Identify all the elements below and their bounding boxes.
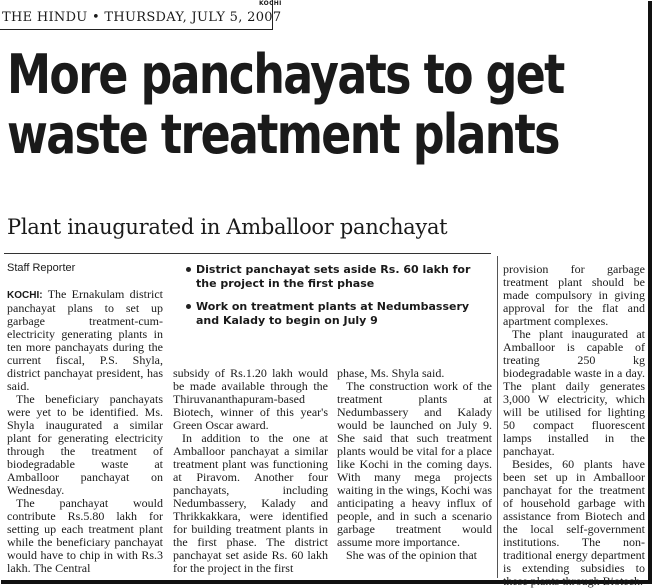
article-column-2 [173, 367, 328, 575]
paragraph: The construction work of the treatment plants at Nedumbassery and Kalady would be launched on July 9. She said that such treatment plants would be vital for a place like Kochi in the coming days. With many mega projects waiting in the wings, Kochi was anticipating a heavy influx of people, and in such a scenario garbage treatment would assume more importance. [337, 379, 492, 549]
highlights-box [180, 263, 490, 337]
paragraph: In addition to the one at Amballoor panchayat a similar treatment plant was functioning at Piravom. Another four panchayats, including Nedumbassery, Kalady and Thrikkakkara, were identified for building treatment plants in the first phase. The district panchayat set aside Rs. 60 lakh for the project in the first [173, 431, 328, 575]
headline-line-2: waste treatment plants [7, 103, 559, 166]
dateline: KOCHI: [7, 290, 43, 301]
paragraph: phase, Ms. Shyla said. [337, 366, 445, 380]
subheadline: Plant inaugurated in Amballoor panchayat [7, 215, 448, 239]
section-rule [4, 253, 491, 254]
highlight-text: District panchayat sets aside Rs. 60 lakh for the project in the first phase [196, 263, 471, 290]
article-column-4 [503, 263, 645, 588]
masthead: THE HINDU • THURSDAY, JULY 5, 2007 [2, 10, 282, 25]
highlight-text: Work on treatment plants at Nedumbassery and Kalady to begin on July 9 [196, 300, 470, 327]
bullet-icon [186, 304, 191, 309]
column-divider [497, 256, 498, 578]
paragraph: subsidy of Rs.1.20 lakh would be made available through the Thiruvananthapuram-based Biotech, winner of this year's Green Oscar award. [173, 366, 328, 432]
article-column-3 [337, 367, 492, 562]
highlight-item [180, 300, 490, 328]
headline-line-1: More panchayats to get [7, 43, 564, 106]
bullet-icon [186, 267, 191, 272]
paragraph: Besides, 60 plants have been set up in Amballoor panchayat for the treatment of household garbage with assistance from Biotech and the local self-government institutions. The non-traditional energy department is extending subsidies to these plants through Biotech. [503, 457, 645, 588]
paragraph: The plant inaugurated at Amballoor is capable of treating 250 kg biodegradable waste in a day. The plant daily generates 3,000 W electricity, which will be utilised for lighting 50 compact fluorescent lamps installed in the panchayat. [503, 327, 645, 458]
paragraph: The beneficiary panchayats were yet to be identified. Ms. Shyla inaugurated a similar plant for generating electricity through the treatment of biodegradable waste at Amballoor panchayat on Wednesday. [7, 392, 163, 497]
paragraph-text: The Ernakulam district panchayat plans to set up garbage treatment-cum- electricity generating plants in ten more panchayats during the current fiscal, P.S. Shyla, district panchayat president, has said. [7, 287, 163, 393]
paragraph [7, 288, 163, 393]
headline [7, 43, 564, 166]
paragraph: provision for garbage treatment plant should be made compulsory in giving approval for the flat and apartment complexes. [503, 262, 645, 328]
paragraph: She was of the opinion that [346, 548, 477, 562]
byline: Staff Reporter [7, 262, 76, 274]
highlight-item [180, 263, 490, 291]
paragraph: The panchayat would contribute Rs.5.80 lakh for setting up each treatment plant while the beneficiary panchayat would have to chip in with Rs.3 lakh. The Central [7, 496, 163, 575]
edition-tag: KOCHI [259, 0, 282, 7]
article-column-1 [7, 288, 163, 575]
masthead-rule [0, 29, 273, 30]
